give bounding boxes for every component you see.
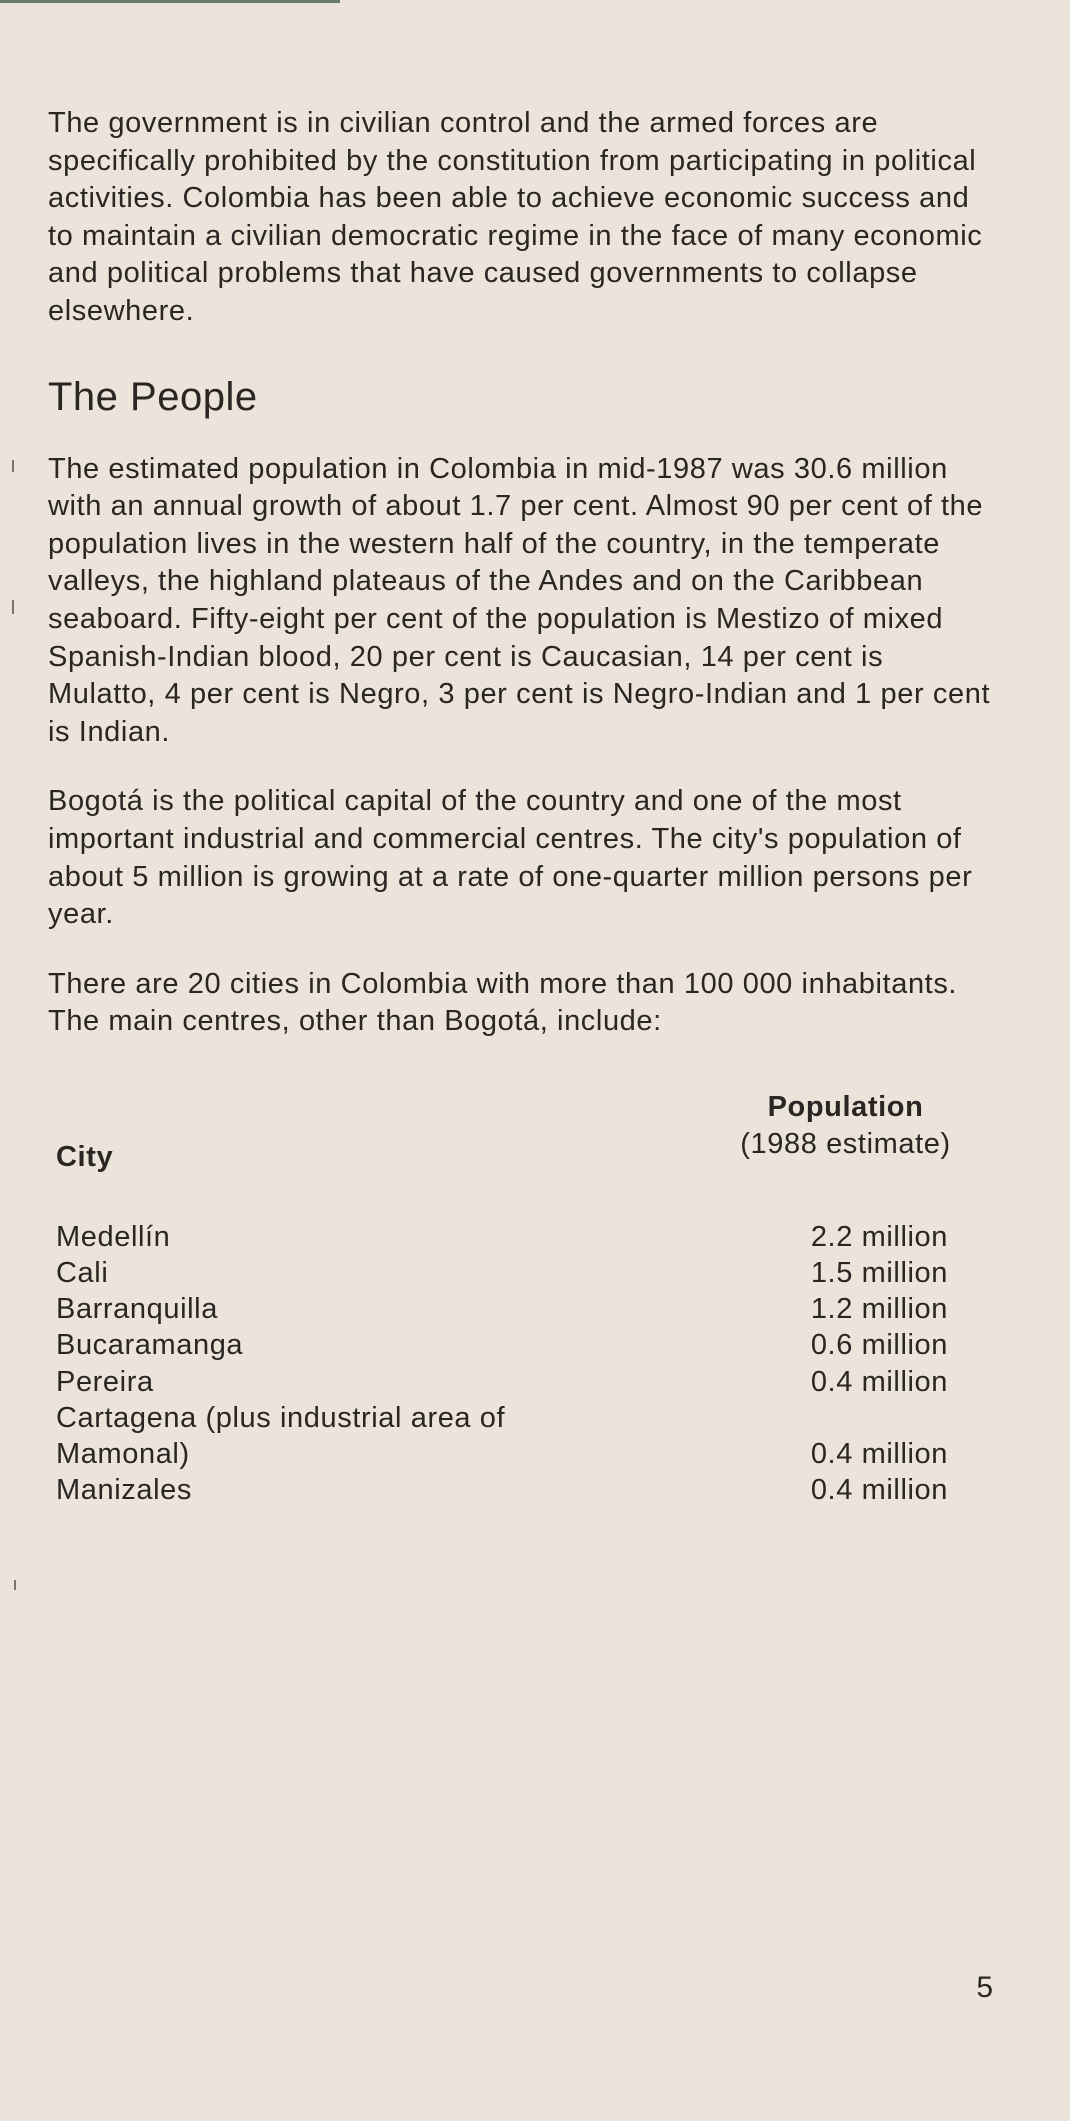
city-name: Cali: [56, 1257, 109, 1290]
table-row: [48, 1255, 978, 1291]
city-population: 2.2 million: [810, 1220, 948, 1253]
city-population: 1.5 million: [810, 1257, 948, 1290]
city-name: Cartagena (plus industrial area of Mamonal): [56, 1401, 506, 1471]
table-body: [48, 1219, 978, 1509]
margin-mark: [12, 600, 14, 614]
city-population: 0.4 million: [810, 1438, 948, 1471]
city-population-table: [48, 1089, 978, 1509]
page-number: 5: [976, 1971, 993, 2004]
cities-paragraph: There are 20 cities in Colombia with more than 100 000 inhabitants. The main centres, other than Bogotá, include:: [48, 967, 958, 1038]
population-title: Population: [767, 1090, 924, 1123]
column-header-city: City: [56, 1140, 114, 1173]
intro-paragraph: The government is in civilian control and the armed forces are specifically prohibited by the constitution from participating in political activities. Colombia has been able to achieve economic success and to maintain a civilian democratic regime in the face of many economic and political problems that have caused governments to collapse elsewhere.: [48, 107, 983, 327]
column-header-population: [713, 1089, 978, 1163]
margin-mark: [14, 1580, 16, 1590]
bogota-paragraph: Bogotá is the political capital of the country and one of the most important industrial and commercial centres. The city's population of about 5 million is growing at a rate of one-quarter million persons per year.: [48, 785, 973, 931]
city-name: Pereira: [56, 1365, 154, 1398]
margin-mark: [12, 460, 14, 472]
page-content: [48, 105, 993, 1509]
table-header: [48, 1089, 978, 1189]
table-row: [48, 1400, 978, 1472]
section-heading: The People: [48, 374, 258, 419]
city-population: 0.4 million: [810, 1474, 948, 1507]
city-population: 0.4 million: [810, 1365, 948, 1398]
population-note: (1988 estimate): [740, 1127, 951, 1160]
city-name: Medellín: [56, 1220, 171, 1253]
city-population: 1.2 million: [810, 1293, 948, 1326]
population-paragraph: The estimated population in Colombia in mid-1987 was 30.6 million with an annual growth of about 1.7 per cent. Almost 90 per cent of the population lives in the western half of the country, in the temperate valleys, the highland plateaus of the Andes and on the Caribbean seaboard. Fifty-eight per cent of the population is Mestizo of mixed Spanish-Indian blood, 20 per cent is Caucasian, 14 per cent is Mulatto, 4 per cent is Negro, 3 per cent is Negro-Indian and 1 per cent is Indian.: [48, 452, 991, 748]
table-row: [48, 1291, 978, 1327]
city-population: 0.6 million: [810, 1329, 948, 1362]
city-name: Barranquilla: [56, 1293, 218, 1326]
table-row: [48, 1327, 978, 1363]
table-row: [48, 1219, 978, 1255]
table-row: [48, 1472, 978, 1508]
city-name: Bucaramanga: [56, 1329, 244, 1362]
top-rule: [0, 0, 340, 3]
table-row: [48, 1364, 978, 1400]
city-name: Manizales: [56, 1474, 192, 1507]
